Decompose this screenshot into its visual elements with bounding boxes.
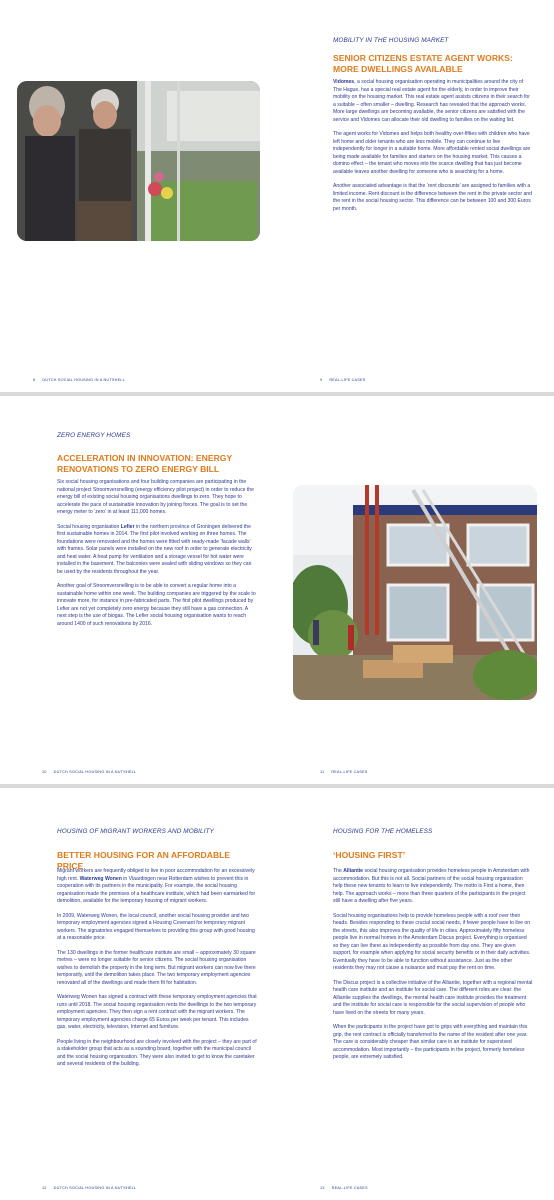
footer-title: REAL-LIFE CASES	[329, 378, 366, 382]
page-footer	[42, 770, 136, 774]
paragraph: Another goal of Stroomversnelling is to be able to convert a regular home into a sustainable home within one week. The building companies are triggered by the scale to innovate more, for instance in pre-fabricated parts. The first pilot dwellings produced by Lefier are not yet completely zero energy because they still have a gas connection. A next step is the use of biogas. The Lefier social housing organisation wants to reach around 1400 of such renovations by 2016.	[57, 583, 256, 627]
paragraph: In 2009, Waterweg Wonen, the local council, another social housing provider and two temporary employment agencies signed a Housing Covenant for temporary migrant workers. The signatories engaged themselves to providing this group with good housing at a reasonable price.	[57, 912, 255, 941]
page-number: 9	[320, 378, 323, 382]
paragraph: The Discus project is a collective initiative of the Alliantie, together with a regional mental health care institute and an institute for social care. The different roles are clear: the Alliantie supplies the dwellings, the mental health care institute provides the treatment and the institute for social care is responsible for the social supervision of people who have lived on the streets for many years.	[333, 979, 533, 1016]
article-body	[333, 868, 533, 1069]
page-number: 13	[320, 1186, 325, 1190]
section-label: MOBILITY IN THE HOUSING MARKET	[333, 37, 449, 44]
paragraph: The agent works for Vidomes and helps both healthy over-fifties with children who have left home and older tenants who are less mobile. They can continue to live independently for longer in a suitable home. More affordable rented social dwellings are being made available for families and starters on the housing market. This causes a domino effect – the tenant who moves into the scarce dwelling that has just become available leaves another dwelling for someone who is searching for a home.	[333, 131, 531, 175]
paragraph-text: Social housing organisation	[57, 523, 121, 530]
page-number: 11	[320, 770, 325, 774]
paragraph-text: Migrant workers are frequently obliged to live in poor accommodation for an excessively high rent.	[57, 868, 255, 882]
paragraph-text: in Vlaardingen near Rotterdam wishes to prevent this in cooperation with its partners in the municipality. For example, the social housing organisation made the premises of a healthcare institute, which had been earmarked for demolition, available for the temporary housing of migrant workers.	[57, 875, 256, 904]
paragraph: Social housing organisations help to provide homeless people with a roof over their heads. Besides responding to these crucial social needs, if fewer people have to live on the streets, this also improves the quality of life in cities. Approximately fifty homeless people live in normal homes in the Amsterdam Discus project. Everything is organised so they can live there as independently as possible from day one. They are given support, for example when applying for social security benefits or in their daily activities. Eventually they have to be able to function without assistance. Just as the other residents they may not cause a nuisance and must pay the rent on time.	[333, 912, 531, 971]
page-11	[277, 396, 554, 784]
paragraph: Six social housing organisations and four building companies are participating in the national project Stroomversnelling (energy efficiency pilot project) in order to reduce the energy bill of existing social housing organisations dwellings to zero. They hope to accelerate the pace of sustainable innovation by joining forces. The goal is to set the energy meter to ‘zero’ in at least 111,000 homes.	[57, 479, 254, 515]
paragraph	[57, 524, 257, 577]
spread-pages-10-11	[0, 396, 554, 784]
paragraph-text: social housing organisation provides homeless people in Amsterdam with accommodation. But this is not all. Social partners of the social housing organisation help these new tenants to learn to live independently. The motto is First a home, then help. The approach works – more than three quarters of the participants in the project still have a dwelling after five years.	[333, 868, 530, 904]
org-name: Waterweg Wonen	[79, 875, 122, 882]
article-headline: ‘HOUSING FIRST’	[333, 850, 406, 860]
org-name: Lefier	[120, 523, 135, 530]
renovation-photo	[293, 485, 537, 700]
article-body	[333, 79, 533, 220]
section-label: HOUSING FOR THE HOMELESS	[333, 828, 433, 835]
org-name: Alliantie	[343, 868, 364, 874]
footer-title: DUTCH SOCIAL HOUSING IN A NUTSHELL	[42, 378, 125, 382]
paragraph: People living in the neighbourhood are closely involved with the project – they are part of a stakeholder group that acts as a sounding board, together with the municipal council and the social housing organisation. They were also invited to get to know the caretaker and several residents of the building.	[57, 1038, 257, 1067]
article-headline: ACCELERATION IN INNOVATION: ENERGY RENOVATIONS TO ZERO ENERGY BILL	[57, 453, 233, 474]
paragraph: Another associated advantage is that the ‘rent discounts’ are assigned to families with a limited income. Rent discount is the difference between the rent in the private sector and the rent in the social housing sector. This difference can be between 100 and 300 Euros per month.	[333, 183, 532, 212]
spread-pages-12-13	[0, 788, 554, 1200]
page-number: 10	[42, 770, 47, 774]
article-body	[57, 868, 257, 1076]
paragraph	[333, 79, 533, 124]
page-footer	[320, 378, 365, 382]
page-footer	[33, 378, 125, 382]
spread-pages-8-9	[0, 0, 554, 392]
page-9	[277, 0, 554, 392]
paragraph: When the participants in the project have got to grips with everything and maintain this grip, the rent contract is officially transferred to the name of the resident after one year. The care is considerably cheaper than similar care in an institute for supervised accommodation. Most importantly – the participants in the project, formerly homeless people, are extremely satisfied.	[333, 1024, 528, 1060]
footer-title: REAL-LIFE CASES	[331, 1186, 368, 1190]
page-12	[0, 788, 277, 1200]
page-10	[0, 396, 277, 784]
paragraph-text: in the northern province of Groningen delivered the first sustainable homes in 2014. The first pilot involved working on three homes. The foundations were renovated and the homes were fitted with ready-made ‘facade walls’ with frames. Solar panels were installed on the new roof in order to generate electricity and heat water. A heat pump for ventilation and a storage vessel for hot water were installed in the basement. The balconies were sealed with sliding windows so they can be used by the residents throughout the year.	[57, 523, 252, 575]
page-number: 8	[33, 378, 36, 382]
section-label: HOUSING OF MIGRANT WORKERS AND MOBILITY	[57, 828, 214, 835]
paragraph: Waterweg Wonen has signed a contract with these temporary employment agencies that runs until 2018. The social housing organisation rents the dwellings to the two temporary employment agencies. They then sign a rent contract with the migrant workers. The temporary employment agencies charge 65 Euros per week per tenant. This includes gas, water, electricity, television, Internet and furniture.	[57, 994, 257, 1030]
footer-title: DUTCH SOCIAL HOUSING IN A NUTSHELL	[53, 1186, 137, 1190]
article-headline: SENIOR CITIZENS ESTATE AGENT WORKS: MORE DWELLINGS AVAILABLE	[333, 53, 513, 74]
paragraph-text: , a social housing organisation operating in municipalities around the city of The Hague, has a special real estate agent for the elderly, in order to improve their mobility on the housing market. This real estate agent assists citizens in their search for a suitable – often smaller – dwelling. Research has revealed that the approach works. More large dwellings are becoming available, the senior citizens are satisfied with the service and Vidomes can allocate their old dwelling to families on the waiting list.	[333, 79, 530, 123]
footer-title: DUTCH SOCIAL HOUSING IN A NUTSHELL	[53, 770, 137, 774]
paragraph: The 130 dwellings in the former healthcare institute are small – approximately 30 square metres – were no longer suitable for senior citizens. The social housing organisation wishes to demolish the property in the long term. But migrant workers can now live there temporarily, until the demolition takes place. The two temporary employment agencies renovated all of the dwellings and made them fit for habitation.	[57, 949, 256, 986]
page-8	[0, 0, 277, 392]
paragraph-text: The	[333, 868, 344, 874]
article-headline: BETTER HOUSING FOR AN AFFORDABLE PRICE	[57, 850, 231, 871]
article-body	[57, 479, 257, 635]
page-13	[277, 788, 554, 1200]
footer-title: REAL-LIFE CASES	[331, 770, 368, 774]
page-footer	[320, 1186, 368, 1190]
paragraph	[57, 868, 257, 906]
page-footer	[320, 770, 367, 774]
org-name: Vidomes	[333, 79, 355, 85]
page-footer	[42, 1186, 136, 1190]
paragraph	[333, 868, 533, 906]
section-label: ZERO ENERGY HOMES	[57, 432, 131, 439]
page-number: 12	[42, 1186, 47, 1190]
elderly-couple-photo	[17, 81, 260, 241]
